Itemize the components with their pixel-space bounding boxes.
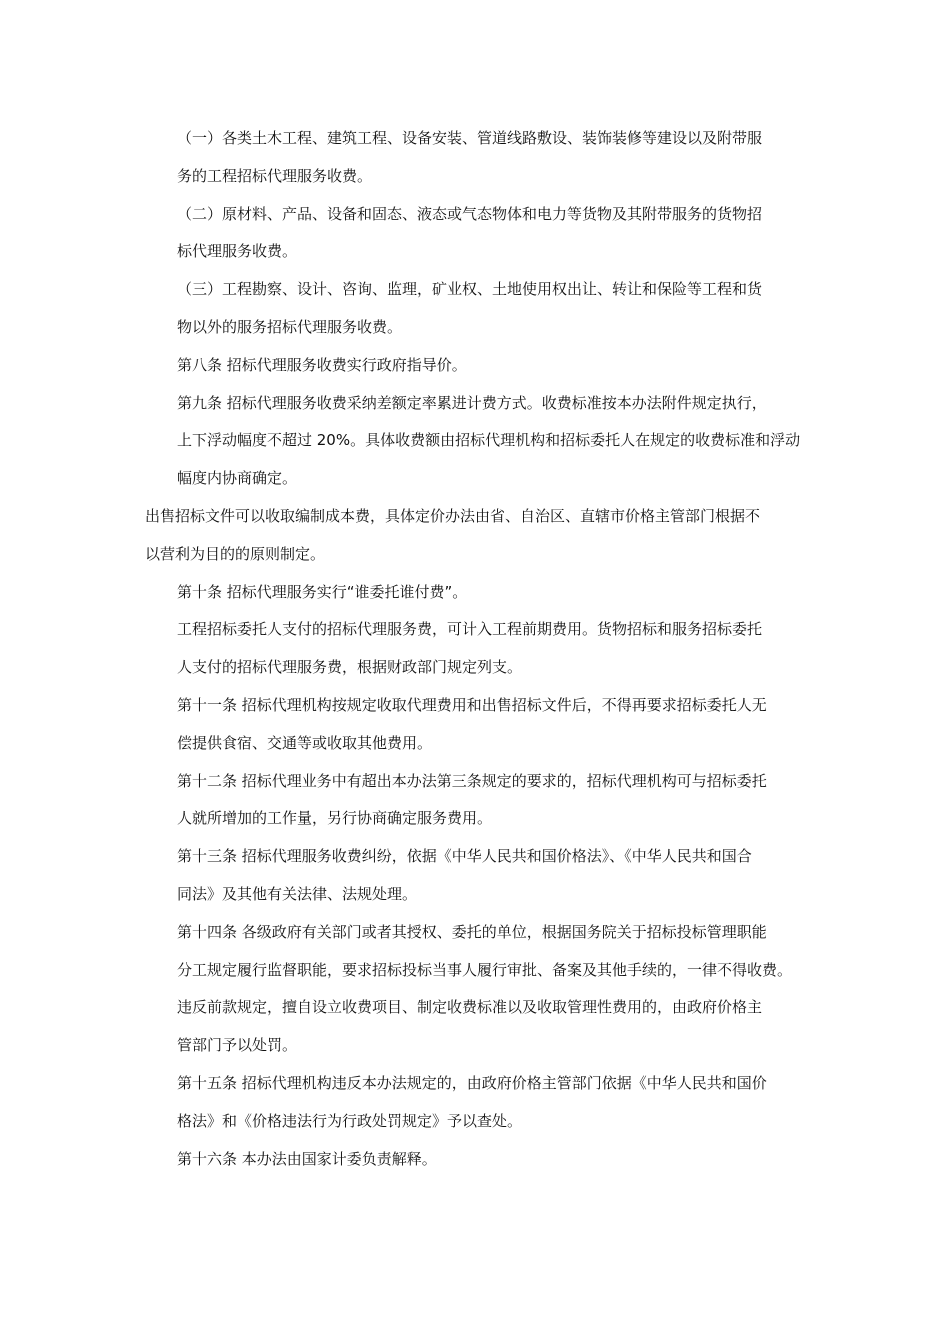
paragraph-line: 物以外的服务招标代理服务收费。	[177, 317, 403, 336]
paragraph-line: 格法》和《价格违法行为行政处罚规定》予以查处。	[177, 1111, 523, 1130]
paragraph-line: 分工规定履行监督职能，要求招标投标当事人履行审批、备案及其他手续的，一律不得收费。	[177, 960, 793, 979]
paragraph	[145, 196, 810, 272]
paragraph-line: 第十一条 招标代理机构按规定收取代理费用和出售招标文件后，不得再要求招标委托人无	[177, 695, 767, 714]
paragraph-line: 幅度内协商确定。	[177, 469, 298, 488]
paragraph	[145, 687, 810, 763]
paragraph	[145, 763, 810, 839]
paragraph-line: （一）各类土木工程、建筑工程、设备安装、管道线路敷设、装饰装修等建设以及附带服	[177, 129, 763, 147]
paragraph	[145, 574, 810, 612]
paragraph-line: 管部门予以处罚。	[177, 1036, 298, 1055]
paragraph-line: （二）原材料、产品、设备和固态、液态或气态物体和电力等货物及其附带服务的货物招	[177, 204, 763, 223]
paragraph-line: 违反前款规定，擅自设立收费项目、制定收费标准以及收取管理性费用的，由政府价格主	[177, 998, 763, 1017]
paragraph-line: 出售招标文件可以收取编制成本费，具体定价办法由省、自治区、直辖市价格主管部门根据不	[145, 506, 761, 525]
paragraph-line: 标代理服务收费。	[177, 242, 298, 261]
paragraph-line: 第十四条 各级政府有关部门或者其授权、委托的单位，根据国务院关于招标投标管理职能	[177, 922, 767, 941]
paragraph	[145, 1141, 810, 1179]
paragraph-line: 人支付的招标代理服务费，根据财政部门规定列支。	[177, 658, 523, 677]
paragraph	[145, 347, 810, 385]
paragraph-line: 同法》及其他有关法律、法规处理。	[177, 884, 418, 903]
paragraph-line: 工程招标委托人支付的招标代理服务费，可计入工程前期费用。货物招标和服务招标委托	[177, 620, 763, 639]
document-body	[145, 120, 810, 1178]
paragraph-line: 第九条 招标代理服务收费采纳差额定率累进计费方式。收费标准按本办法附件规定执行，	[177, 393, 767, 412]
paragraph	[145, 914, 810, 990]
paragraph-line: 第十六条 本办法由国家计委负责解释。	[177, 1149, 437, 1168]
paragraph	[145, 498, 810, 574]
paragraph	[145, 120, 810, 196]
paragraph-line: 第八条 招标代理服务收费实行政府指导价。	[177, 355, 467, 374]
paragraph-line: 务的工程招标代理服务收费。	[177, 166, 373, 185]
paragraph-line: 第十二条 招标代理业务中有超出本办法第三条规定的要求的，招标代理机构可与招标委托	[177, 771, 767, 790]
paragraph-line: （三）工程勘察、设计、咨询、监理，矿业权、土地使用权出让、转让和保险等工程和货	[177, 280, 763, 299]
paragraph	[145, 838, 810, 914]
paragraph	[145, 271, 810, 347]
paragraph	[145, 385, 810, 498]
paragraph-line: 以营利为目的的原则制定。	[145, 544, 326, 563]
paragraph-line: 第十三条 招标代理服务收费纠纷，依据《中华人民共和国价格法》、《中华人民共和国合	[177, 847, 752, 866]
paragraph-line: 人就所增加的工作量，另行协商确定服务费用。	[177, 809, 493, 828]
paragraph	[145, 989, 810, 1065]
paragraph-line: 第十条 招标代理服务实行“谁委托谁付费”。	[177, 582, 468, 601]
paragraph-line: 上下浮动幅度不超过 20%。具体收费额由招标代理机构和招标委托人在规定的收费标准和浮动	[177, 431, 801, 450]
paragraph	[145, 1065, 810, 1141]
paragraph	[145, 611, 810, 687]
paragraph-line: 偿提供食宿、交通等或收取其他费用。	[177, 733, 433, 752]
paragraph-line: 第十五条 招标代理机构违反本办法规定的，由政府价格主管部门依据《中华人民共和国价	[177, 1073, 767, 1092]
